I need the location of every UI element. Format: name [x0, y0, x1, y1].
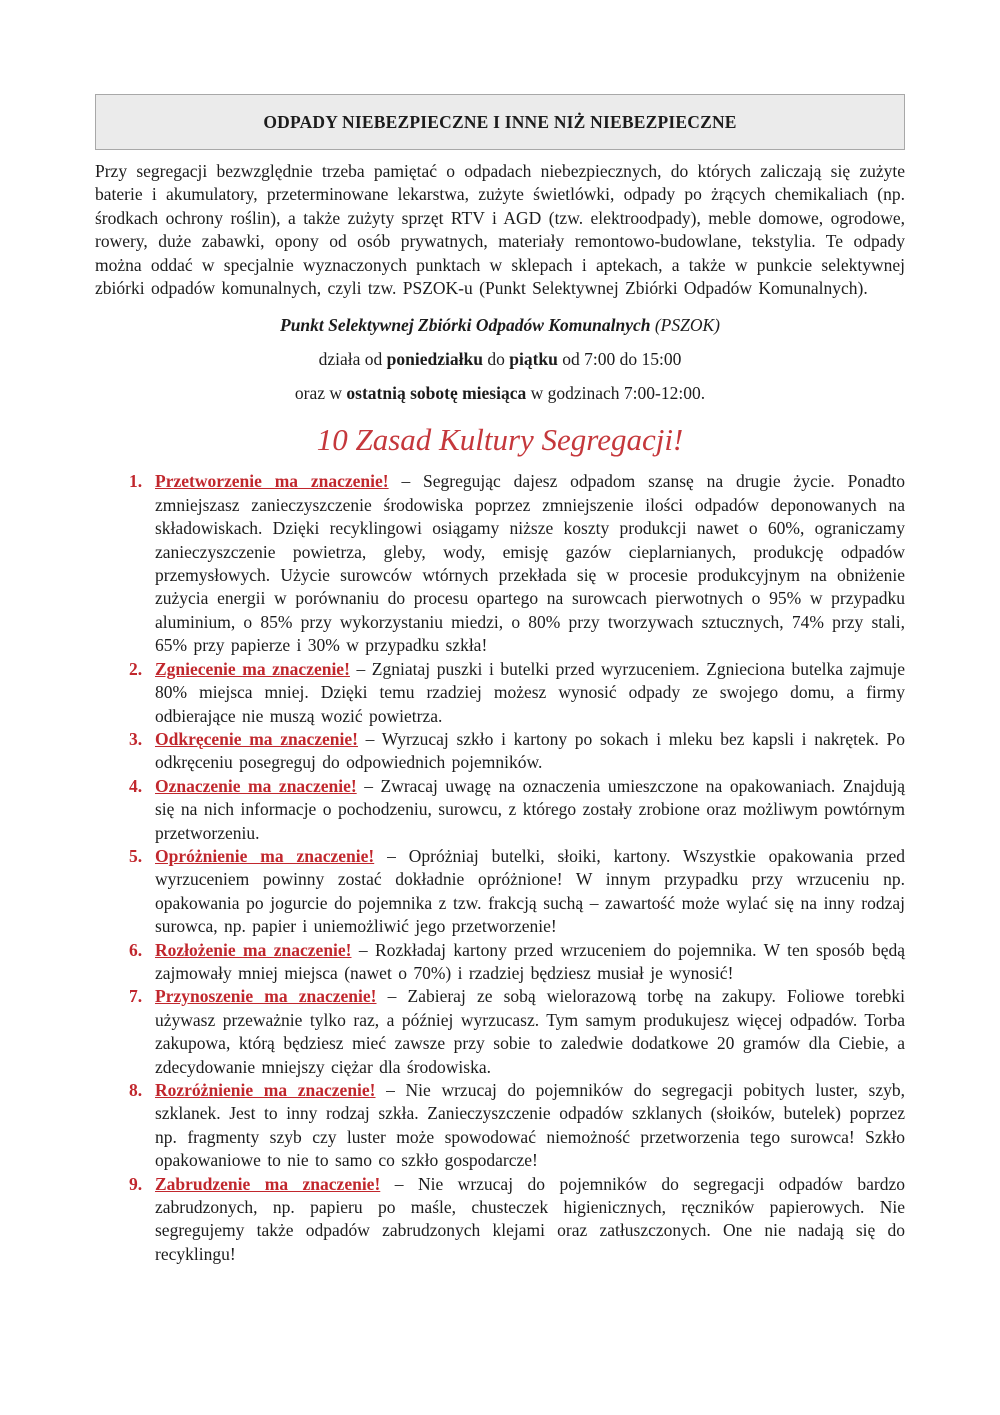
- schedule-bold-monday: poniedziałku: [386, 349, 483, 370]
- rule-item-7: [95, 985, 905, 1079]
- pszok-heading: [95, 314, 905, 336]
- schedule-hours: w godzinach 7:00-12:00.: [526, 383, 706, 404]
- rule-number: 5.: [129, 845, 143, 866]
- intro-paragraph: Przy segregacji bezwzględnie trzeba pamiętać o odpadach niebezpiecznych, do których zaliczają się zużyte baterie i akumulatory, przeterminowane lekarstwa, zużyte świetlówki, odpady po żrących chemikaliach (np. środkach ochrony roślin), a także zużyty sprzęt RTV i AGD (tzw. elektroodpady), meble domowe, ogrodowe, rowery, duże zabawki, opony od osób prywatnych, materiały remontowo-budowlane, tekstylia. Te odpady można oddać w specjalnie wyznaczonych punktach w sklepach i aptekach, a także w punkcie selektywnej zbiórki odpadów komunalnych, czyli tzw. PSZOK-u (Punkt Selektywnej Zbiórki Odpadów Komunalnych).: [95, 161, 905, 299]
- rule-body: – Zabieraj ze sobą wielorazową torbę na zakupy. Foliowe torebki używasz przeważnie tylko raz, a później wyrzucasz. Tym samym produkujesz więcej odpadów. Torba zakupowa, którą będziesz mieć zawsze przy sobie to zaledwie dodatkowe 20 gramów dla Ciebie, a zdecydowanie mniejszy ciężar dla środowiska.: [155, 986, 906, 1077]
- schedule-text: działa od: [318, 349, 387, 370]
- rule-body: – Segregując dajesz odpadom szansę na drugie życie. Ponadto zmniejszasz zanieczyszczenie środowiska poprzez zmniejszenie ilości odpadów deponowanych na składowiskach. Dzięki recyklingowi osiągamy niższe koszty produkcji nawet o 60%, ograniczamy zanieczyszczenie powietrza, gleby, wody, emisję gazów cieplarnianych, produkcję odpadów przemysłowych. Użycie surowców wtórnych przekłada się w procesie produkcyjnym na obniżenie zużycia energii w porównaniu do procesu opartego na surowcach pierwotnych o 95% w przypadku aluminium, o 85% przy wykorzystaniu miedzi, o 80% przy tworzywach sztucznych, 74% przy stali, 65% przy papierze i 30% w przypadku szkła!: [155, 471, 905, 656]
- rule-number: 6.: [129, 939, 143, 960]
- rule-number: 1.: [129, 471, 143, 492]
- rule-item-3: [95, 728, 905, 775]
- rule-item-5: [95, 845, 905, 939]
- rule-body: – Wyrzucaj szkło i kartony po sokach i mleku bez kapsli i nakrętek. Po odkręceniu posegreguj do odpowiednich pojemników.: [155, 728, 906, 773]
- rule-number: 4.: [129, 775, 143, 796]
- rule-item-4: [95, 775, 905, 845]
- rule-body: – Nie wrzucaj do pojemników do segregacji pobitych luster, szyb, szklanek. Jest to inny rodzaj szkła. Zanieczyszczenie odpadów szklanych (słoików, butelek) poprzez np. fragmenty szyb czy luster może spowodować niemożność przetworzenia tego surowca! Szkło opakowaniowe to nie to samo co szkło gospodarcze!: [155, 1080, 905, 1171]
- rule-lead: Zgniecenie ma znaczenie!: [155, 658, 350, 679]
- header-box: [95, 94, 905, 150]
- rule-number: 7.: [129, 986, 143, 1007]
- document-title: ODPADY NIEBEZPIECZNE I INNE NIŻ NIEBEZPIECZNE: [263, 111, 737, 132]
- rule-item-1: [95, 470, 905, 657]
- schedule-bold-friday: piątku: [509, 349, 558, 370]
- rule-item-2: [95, 658, 905, 728]
- schedule-text: do: [482, 349, 510, 370]
- schedule-text: oraz w: [294, 383, 347, 404]
- rule-number: 3.: [129, 728, 143, 749]
- pszok-name: Punkt Selektywnej Zbiórki Odpadów Komunalnych: [280, 315, 651, 336]
- rule-number: 2.: [129, 658, 143, 679]
- rule-item-9: [95, 1173, 905, 1267]
- pszok-abbr: (PSZOK): [650, 315, 720, 336]
- rule-number: 8.: [129, 1080, 143, 1100]
- rule-body: – Opróżniaj butelki, słoiki, kartony. Wszystkie opakowania przed wyrzuceniem powinny zostać dokładnie opróżnione! W innym przypadku przy wrzuceniu np. opakowania po jogurcie do pojemnika z tzw. frakcją suchą – zawartość może wylać się na inny rodzaj surowca, np. papier i uniemożliwić jego przetworzenie!: [155, 845, 905, 937]
- rule-item-6: [95, 939, 905, 986]
- rule-lead: Rozłożenie ma znaczenie!: [155, 939, 352, 960]
- rule-body: – Nie wrzucaj do pojemników do segregacji odpadów bardzo zabrudzonych, np. papieru po maśle, chusteczek higienicznych, ręczników papierowych. Nie segregujemy także odpadów zabrudzonych klejami oraz zatłuszczonych. One nie nadają się do recyklingu!: [155, 1173, 906, 1264]
- rule-lead: Opróżnienie ma znaczenie!: [155, 845, 375, 866]
- schedule-saturday-line: [95, 382, 905, 404]
- rule-lead: Odkręcenie ma znaczenie!: [155, 728, 358, 749]
- rule-body: – Rozkładaj kartony przed wrzuceniem do pojemnika. W ten sposób będą zajmowały mniej miejsca (nawet o 70%) i rzadziej będziesz musiał je wynosić!: [155, 939, 905, 983]
- schedule-hours: od 7:00 do 15:00: [557, 349, 682, 370]
- rule-item-8: [95, 1079, 905, 1173]
- rule-body: – Zwracaj uwagę na oznaczenia umieszczone na opakowaniach. Znajdują się na nich informacje o pochodzeniu, surowcu, z którego zostały zrobione oraz możliwym powtórnym przetworzeniu.: [155, 775, 905, 843]
- rule-lead: Rozróżnienie ma znaczenie!: [155, 1080, 376, 1100]
- rule-lead: Przetworzenie ma znaczenie!: [155, 471, 389, 492]
- rule-lead: Oznaczenie ma znaczenie!: [155, 775, 357, 796]
- rules-list: [95, 470, 905, 1266]
- rule-body: – Zgniataj puszki i butelki przed wyrzuceniem. Zgnieciona butelka zajmuje 80% miejsca mniej. Dzięki temu rzadziej możesz wynosić odpady ze swojego domu, a firmy odbierające nie muszą wozić powietrza.: [155, 658, 905, 726]
- schedule-bold-saturday: ostatnią sobotę miesiąca: [346, 383, 527, 404]
- rule-lead: Zabrudzenie ma znaczenie!: [155, 1173, 381, 1194]
- main-heading: 10 Zasad Kultury Segregacji!: [316, 422, 684, 458]
- rule-lead: Przynoszenie ma znaczenie!: [155, 986, 377, 1007]
- schedule-weekdays-line: [95, 348, 905, 370]
- rule-number: 9.: [129, 1173, 143, 1194]
